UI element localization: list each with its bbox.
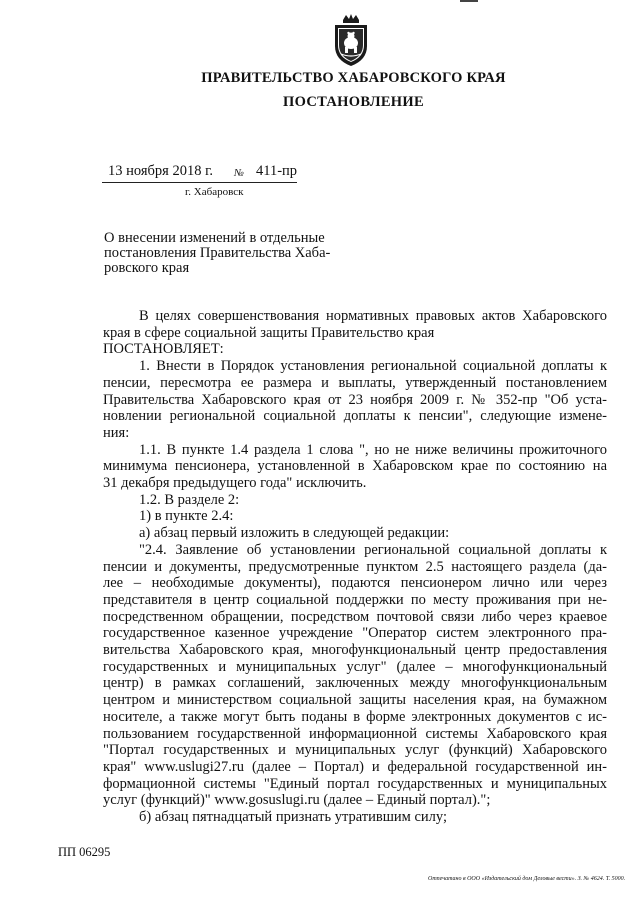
body-line: 1.2. В разделе 2: [139, 491, 240, 508]
body-line: б) абзац пятнадцатый признать утратившим силу; [139, 809, 447, 826]
body-line: ПОСТАНОВЛЯЕТ: [103, 341, 224, 358]
body-line: новлении региональной социальной доплаты к пенсии", следующие измене- [103, 408, 607, 425]
body-line: Правительства Хабаровского края от 23 ноября 2009 г. № 352-пр "Об уста- [103, 391, 607, 408]
scan-mark [460, 0, 478, 2]
document-subject [104, 231, 354, 276]
body-line: 1. Внести в Порядок установления региональной социальной доплаты к [139, 358, 607, 375]
body-line: а) абзац первый изложить в следующей редакции: [139, 525, 450, 542]
document-date: 13 ноября 2018 г. [108, 163, 214, 179]
body-line: центр) в рамках соглашений, заключенных между многофункциональным [103, 675, 607, 692]
body-line: пенсии и документы, предусмотренные пунктом 2.5 настоящего раздела (да- [103, 558, 607, 575]
body-line: 1) в пункте 2.4: [139, 508, 234, 525]
document-body [103, 308, 607, 826]
body-line: 1.1. В пункте 1.4 раздела 1 слова ", но не ниже величины прожиточного [139, 441, 607, 458]
number-sign: № [234, 168, 244, 179]
body-line: "Портал государственных и муниципальных услуг (функций) Хабаровского [103, 742, 607, 759]
body-line: пенсии, пересмотра ее размера и выплаты, утвержденный постановлением [103, 374, 607, 391]
subject-line: постановления Правительства Хаба- [104, 245, 331, 261]
body-line: В целях совершенствования нормативных правовых актов Хабаровского [139, 308, 607, 324]
document-code: ПП 06295 [58, 845, 111, 859]
subject-line: О внесении изменений в отдельные [104, 230, 325, 246]
subject-line: ровского края [104, 260, 190, 276]
body-line: минимума пенсионера, установленной в Хабаровском крае по состоянию на [103, 458, 607, 475]
body-line: 31 декабря предыдущего года" исключить. [103, 475, 367, 492]
body-line: вительства Хабаровского края, многофункциональный центр предоставления [103, 642, 607, 659]
document-type: ПОСТАНОВЛЕНИЕ [283, 94, 424, 110]
body-line: услуг (функций)" www.gosuslugi.ru (далее – Единый портал)."; [103, 792, 491, 809]
body-line: ния: [103, 424, 130, 441]
document-number: 411-пр [256, 163, 298, 179]
government-title: ПРАВИТЕЛЬСТВО ХАБАРОВСКОГО КРАЯ [201, 70, 506, 86]
printer-imprint: Отпечатано в ООО «Издательский дом Деловые вести». З. № 4624. Т. 5000. [428, 876, 626, 882]
body-line: государственное казенное учреждение "Оператор систем электронного пра- [103, 625, 607, 642]
body-line: края в сфере социальной защиты Правительство края [103, 324, 435, 341]
body-line: представителя в центр социальной поддержки по месту проживания при не- [103, 591, 607, 608]
body-line: края" www.uslugi27.ru (далее – Портал) и федеральной государственной ин- [103, 758, 607, 775]
body-line: формационной системы "Единый портал государственных и муниципальных [103, 775, 607, 792]
body-line: носителе, а также могут быть поданы в форме электронных документов с ис- [103, 708, 607, 725]
body-line: "2.4. Заявление об установлении региональной социальной доплаты к [139, 541, 607, 558]
khabarovsk-coat-of-arms-icon [329, 12, 373, 68]
city: г. Хабаровск [185, 186, 244, 198]
body-line: государственных и муниципальных услуг" (далее – многофункциональный [103, 658, 607, 675]
date-number-underline [102, 182, 297, 183]
body-line: лее – необходимые документы), подаются пенсионером лично или через [103, 575, 607, 592]
body-line: посредственном обращении, посредством почтовой связи либо через краевое [103, 608, 607, 625]
body-line: центром и министерством социальной защиты населения края, на бумажном [103, 692, 607, 709]
body-line: пользованием государственной информационной системы Хабаровского края [103, 725, 607, 742]
